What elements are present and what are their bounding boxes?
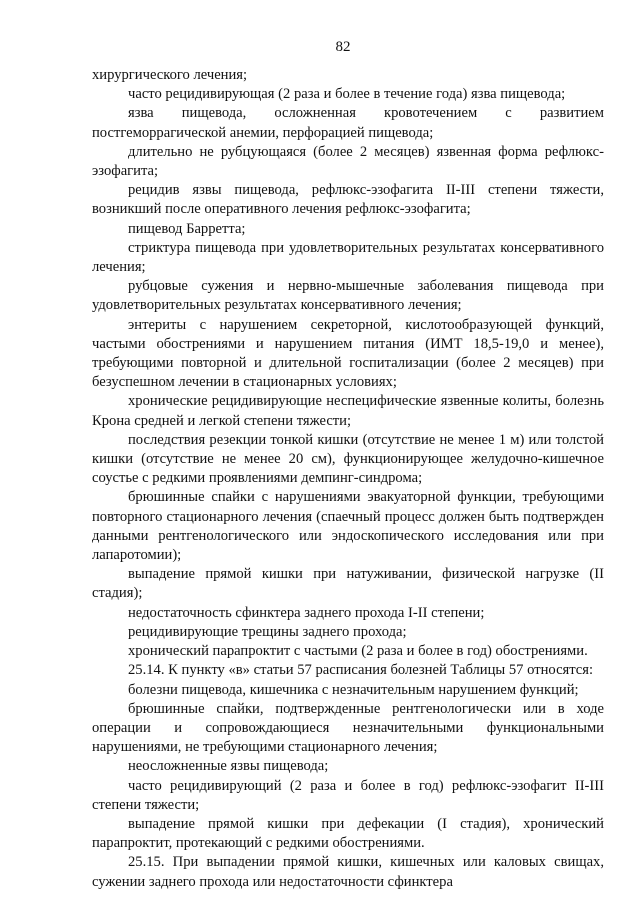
paragraph: пищевод Барретта; (128, 220, 246, 237)
paragraph: энтериты с нарушением секреторной, кислотообразующей функций, частыми обострениями и нарушением питания (ИМТ 18,5-19,0 и менее), требующими повторной и длительной госпитализации (более 2 месяцев) при безуспешном лечении в стационарных условиях; (92, 316, 604, 391)
paragraph: брюшинные спайки, подтвержденные рентгенологически или в ходе операции и сопровождающиеся незначительными функциональными нарушениями, не требующими стационарного лечения; (92, 700, 604, 756)
page-number: 82 (335, 39, 351, 55)
section-heading-paragraph: 25.14. К пункту «в» статьи 57 расписания болезней Таблицы 57 относятся: (128, 662, 594, 679)
paragraph: стриктура пищевода при удовлетворительных результатах консервативного лечения; (92, 239, 604, 276)
paragraph: хронические рецидивирующие неспецифические язвенные колиты, болезнь Крона средней и легкой степени тяжести; (92, 393, 604, 429)
document-body (92, 66, 604, 892)
paragraph: хирургического лечения; (92, 67, 248, 83)
paragraph: хронический парапроктит с частыми (2 раза и более в год) обострениями. (128, 643, 588, 660)
paragraph: последствия резекции тонкой кишки (отсутствие не менее 1 м) или толстой кишки (отсутствие не менее 20 см), функционирующее желудочно-кишечное соустье с редкими проявлениями демпинг-синдрома; (92, 431, 604, 487)
paragraph: часто рецидивирующий (2 раза и более в год) рефлюкс-эзофагит II-III степени тяжести; (92, 777, 604, 813)
paragraph: выпадение прямой кишки при натуживании, физической нагрузке (II стадия); (92, 566, 604, 602)
paragraph: часто рецидивирующая (2 раза и более в течение года) язва пищевода; (128, 86, 566, 103)
paragraph: рубцовые сужения и нервно-мышечные заболевания пищевода при удовлетворительных результатах консервативного лечения; (92, 278, 604, 314)
paragraph: болезни пищевода, кишечника с незначительным нарушением функций; (128, 681, 579, 698)
paragraph: выпадение прямой кишки при дефекации (I стадия), хронический парапроктит, протекающий с редкими обострениями. (92, 815, 604, 852)
paragraph: язва пищевода, осложненная кровотечением с развитием постгеморрагической анемии, перфорацией пищевода; (92, 105, 604, 141)
paragraph: рецидивирующие трещины заднего прохода; (128, 623, 407, 640)
paragraph: недостаточность сфинктера заднего прохода I-II степени; (128, 604, 485, 621)
paragraph: брюшинные спайки с нарушениями эвакуаторной функции, требующими повторного стационарного лечения (спаечный процесс должен быть подтвержден данными рентгенологического или эндоскопического исследования или при лапаротомии); (92, 489, 604, 564)
paragraph: рецидив язвы пищевода, рефлюкс-эзофагита II-III степени тяжести, возникший после оперативного лечения рефлюкс-эзофагита; (92, 182, 604, 218)
paragraph: длительно не рубцующаяся (более 2 месяцев) язвенная форма рефлюкс-эзофагита; (92, 143, 604, 180)
paragraph: неосложненные язвы пищевода; (128, 758, 329, 775)
section-heading-paragraph: 25.15. При выпадении прямой кишки, кишечных или каловых свищах, сужении заднего прохода или недостаточности сфинктера (92, 854, 604, 890)
